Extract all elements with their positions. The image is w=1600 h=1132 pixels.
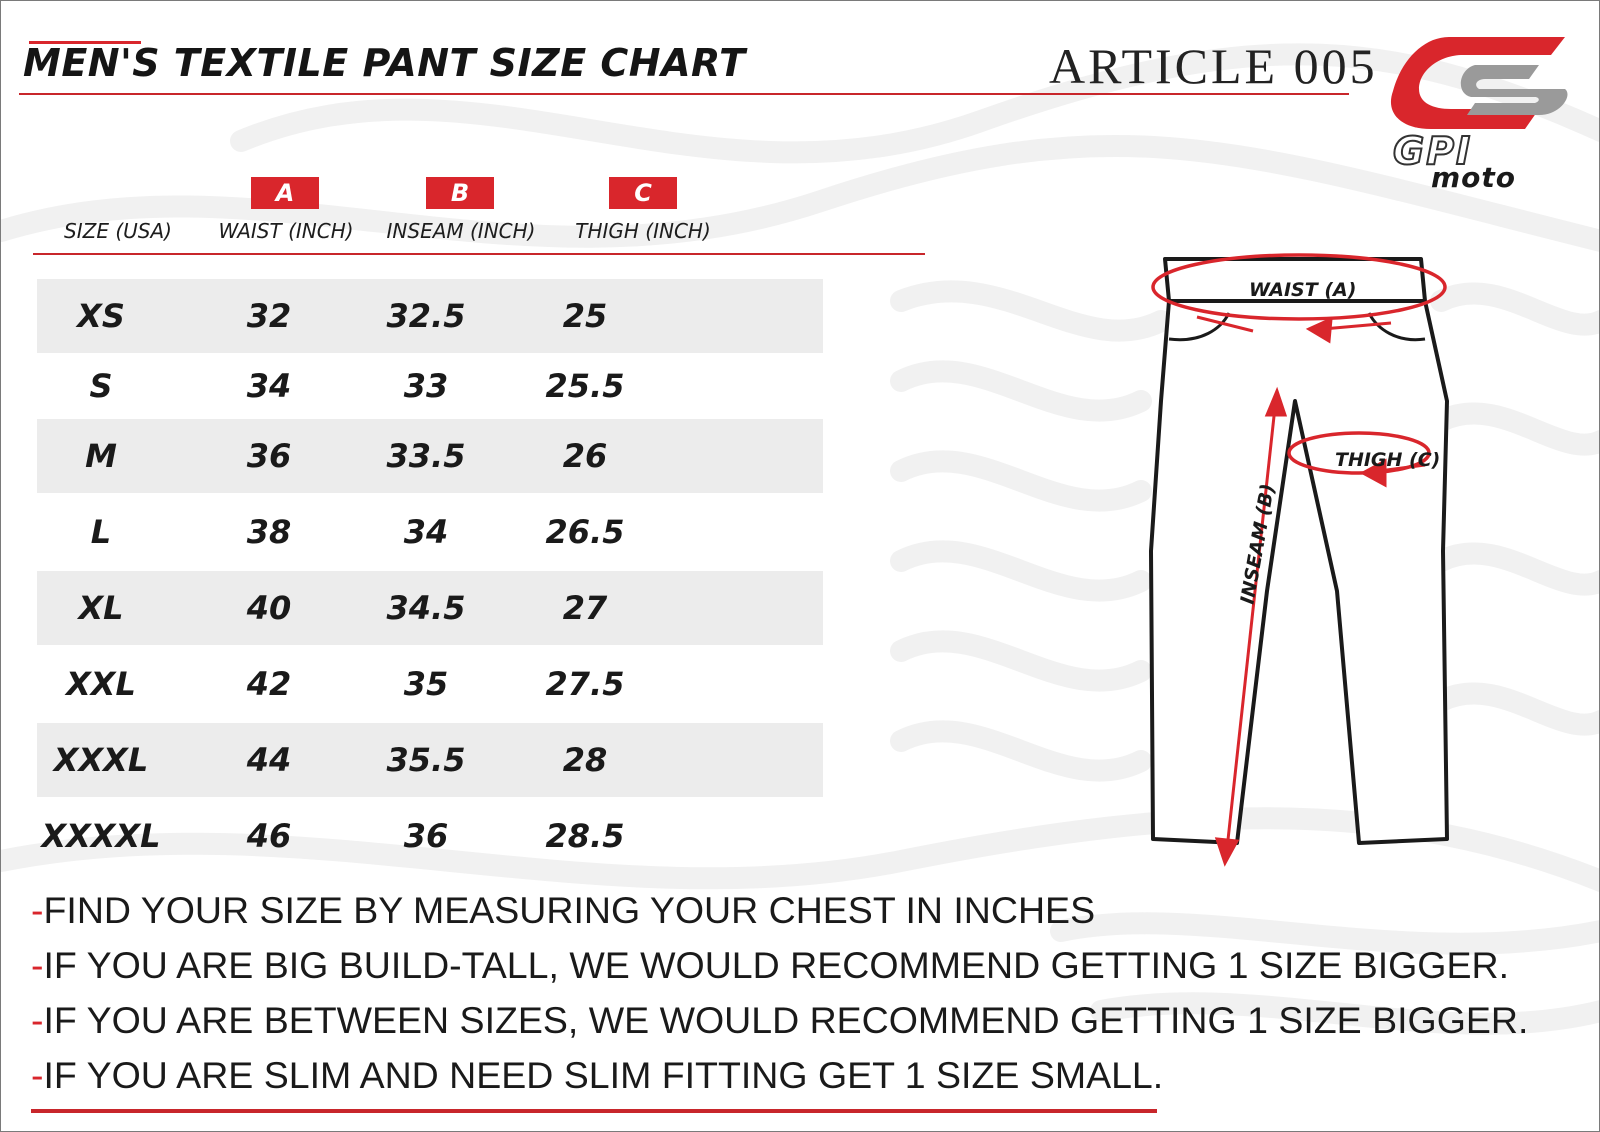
article-number: ARTICLE 005	[1049, 38, 1378, 94]
inseam-cell: 32.5	[386, 297, 466, 335]
inseam-cell: 35	[403, 665, 449, 703]
column-header-size: SIZE (USA)	[64, 219, 172, 243]
inseam-cell: 34.5	[386, 589, 466, 627]
note-line: -IF YOU ARE SLIM AND NEED SLIM FITTING GET 1 SIZE SMALL.	[31, 1054, 1164, 1096]
size-cell: M	[85, 437, 117, 475]
waist-label: WAIST (A)	[1249, 279, 1357, 301]
table-row	[37, 571, 823, 645]
waist-cell: 34	[246, 367, 292, 405]
size-cell: XS	[77, 297, 125, 335]
thigh-cell: 28	[562, 741, 608, 779]
inseam-cell: 34	[403, 513, 449, 551]
note-line: -IF YOU ARE BETWEEN SIZES, WE WOULD RECOMMEND GETTING 1 SIZE BIGGER.	[31, 999, 1529, 1041]
thigh-label: THIGH (C)	[1335, 449, 1441, 471]
waist-cell: 38	[246, 513, 292, 551]
thigh-cell: 25.5	[545, 367, 625, 405]
thigh-column-badge: C	[609, 177, 677, 209]
table-row	[37, 723, 823, 797]
inseam-cell: 33.5	[386, 437, 466, 475]
sizing-notes	[31, 883, 1528, 1103]
logo-brand-text: GPI	[1393, 129, 1473, 173]
page-title: MEN'S TEXTILE PANT SIZE CHART	[23, 41, 746, 85]
table-row	[37, 279, 823, 353]
table-row	[37, 419, 823, 493]
waist-cell: 44	[246, 741, 292, 779]
size-cell: XXXL	[53, 741, 149, 779]
thigh-cell: 28.5	[545, 817, 625, 855]
note-line: -IF YOU ARE BIG BUILD-TALL, WE WOULD RECOMMEND GETTING 1 SIZE BIGGER.	[31, 944, 1509, 986]
waist-cell: 36	[246, 437, 292, 475]
table-row	[37, 647, 823, 721]
waist-column-badge: A	[251, 177, 319, 209]
thigh-cell: 27.5	[545, 665, 625, 703]
logo-sub-text: moto	[1431, 161, 1517, 194]
size-cell: XL	[78, 589, 124, 627]
column-header-waist: WAIST (INCH)	[218, 219, 354, 243]
inseam-column-badge: B	[426, 177, 494, 209]
waist-cell: 46	[246, 817, 292, 855]
note-line: -FIND YOUR SIZE BY MEASURING YOUR CHEST IN INCHES	[31, 889, 1096, 931]
thigh-cell: 26.5	[545, 513, 625, 551]
size-cell: XXXXL	[41, 817, 161, 855]
waist-cell: 40	[246, 589, 292, 627]
table-row	[37, 349, 823, 423]
inseam-cell: 36	[403, 817, 449, 855]
column-header-thigh: THIGH (INCH)	[575, 219, 711, 243]
size-cell: L	[90, 513, 112, 551]
column-header-inseam: INSEAM (INCH)	[386, 219, 536, 243]
table-row	[37, 495, 823, 569]
thigh-cell: 25	[562, 297, 608, 335]
table-row	[37, 799, 823, 873]
thigh-cell: 27	[562, 589, 608, 627]
bottom-rule	[31, 1109, 1157, 1113]
thigh-cell: 26	[562, 437, 608, 475]
pants-measurement-diagram	[1141, 251, 1471, 891]
size-cell: S	[89, 367, 113, 405]
inseam-cell: 35.5	[386, 741, 466, 779]
header-underline	[33, 253, 925, 255]
waist-cell: 32	[246, 297, 292, 335]
waist-cell: 42	[246, 665, 292, 703]
inseam-label: INSEAM (B)	[1236, 482, 1280, 606]
size-cell: XXL	[66, 665, 136, 703]
inseam-cell: 33	[403, 367, 449, 405]
